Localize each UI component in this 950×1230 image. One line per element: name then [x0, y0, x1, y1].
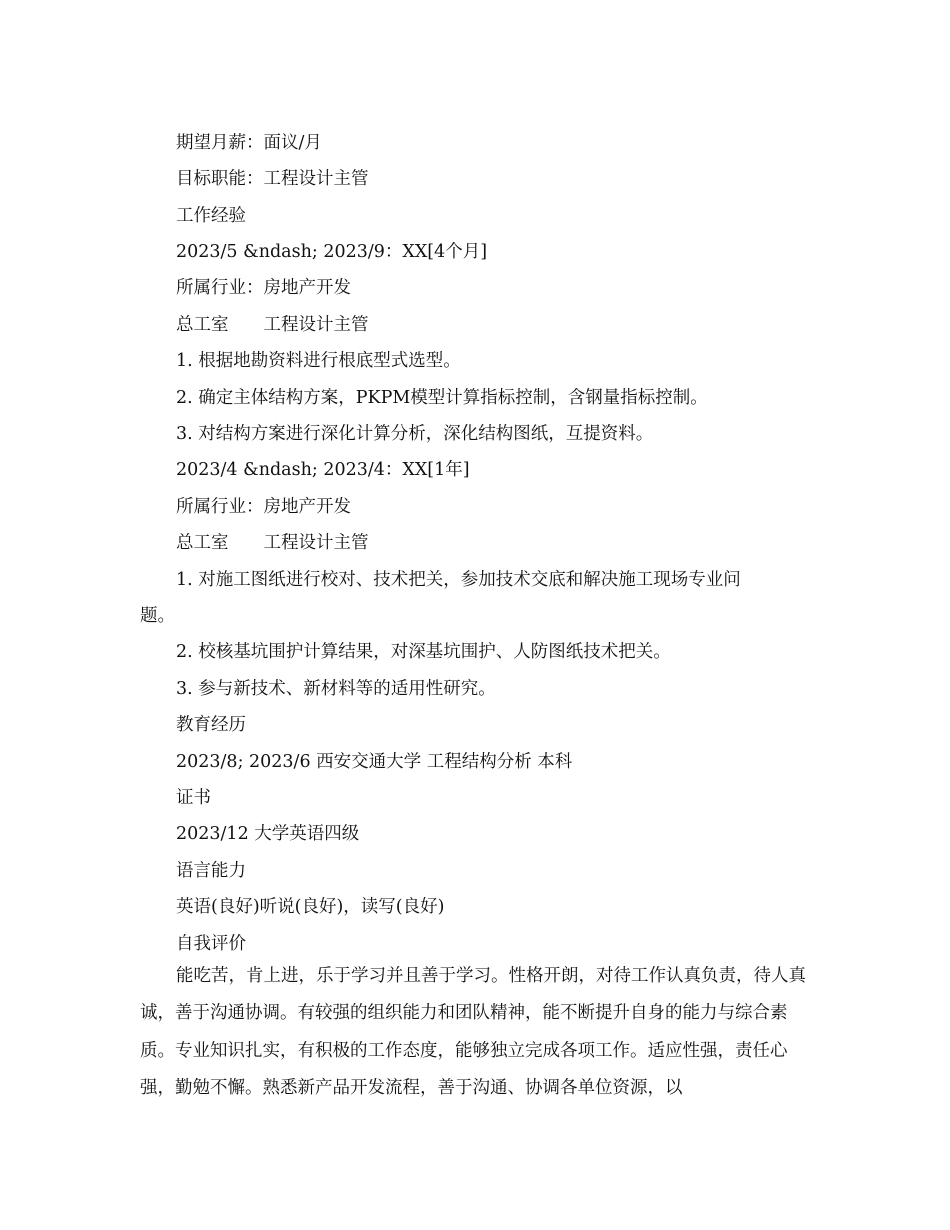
section-certificates: 证书 [176, 788, 211, 808]
job1-industry: 所属行业：房地产开发 [176, 278, 351, 298]
job1-duty-2: 2. 确定主体结构方案，PKPM模型计算指标控制，含钢量指标控制。 [176, 388, 708, 408]
job1-dates: 2023/5 &ndash; 2023/9：XX[4个月] [176, 242, 488, 262]
section-self-evaluation: 自我评价 [176, 934, 246, 954]
job2-department: 总工室 工程设计主管 [176, 533, 369, 553]
job2-dates: 2023/4 &ndash; 2023/4：XX[1年] [176, 460, 470, 480]
job1-duty-1: 1. 根据地勘资料进行根底型式选型。 [176, 351, 461, 371]
education-entry: 2023/8; 2023/6 西安交通大学 工程结构分析 本科 [176, 752, 573, 772]
job2-duty-1-cont: 题。 [140, 606, 175, 626]
certificate-entry: 2023/12 大学英语四级 [176, 824, 360, 844]
job1-department: 总工室 工程设计主管 [176, 315, 369, 335]
expected-salary: 期望月薪：面议/月 [176, 133, 322, 153]
section-education: 教育经历 [176, 715, 246, 735]
job2-industry: 所属行业：房地产开发 [176, 497, 351, 517]
job2-duty-2: 2. 校核基坑围护计算结果，对深基坑围护、人防图纸技术把关。 [176, 642, 671, 662]
self-evaluation-text: 能吃苦，肯上进，乐于学习并且善于学习。性格开朗，对待工作认真负责，待人真诚，善于沟通协调。有较强的组织能力和团队精神，能不断提升自身的能力与综合素质。专业知识扎实，有积极的工作态度，能够独立完成各项工作。适应性强，责任心强，勤勉不懈。熟悉新产品开发流程，善于沟通、协调各单位资源，以 [140, 966, 806, 1098]
language-entry: 英语(良好)听说(良好)，读写(良好) [176, 897, 445, 917]
job2-duty-1: 1. 对施工图纸进行校对、技术把关，参加技术交底和解决施工现场专业问 [176, 570, 741, 590]
job1-duty-3: 3. 对结构方案进行深化计算分析，深化结构图纸，互提资料。 [176, 424, 654, 444]
section-work-experience: 工作经验 [176, 206, 246, 226]
section-language: 语言能力 [176, 861, 246, 881]
target-position: 目标职能：工程设计主管 [176, 169, 369, 189]
job2-duty-3: 3. 参与新技术、新材料等的适用性研究。 [176, 679, 496, 699]
